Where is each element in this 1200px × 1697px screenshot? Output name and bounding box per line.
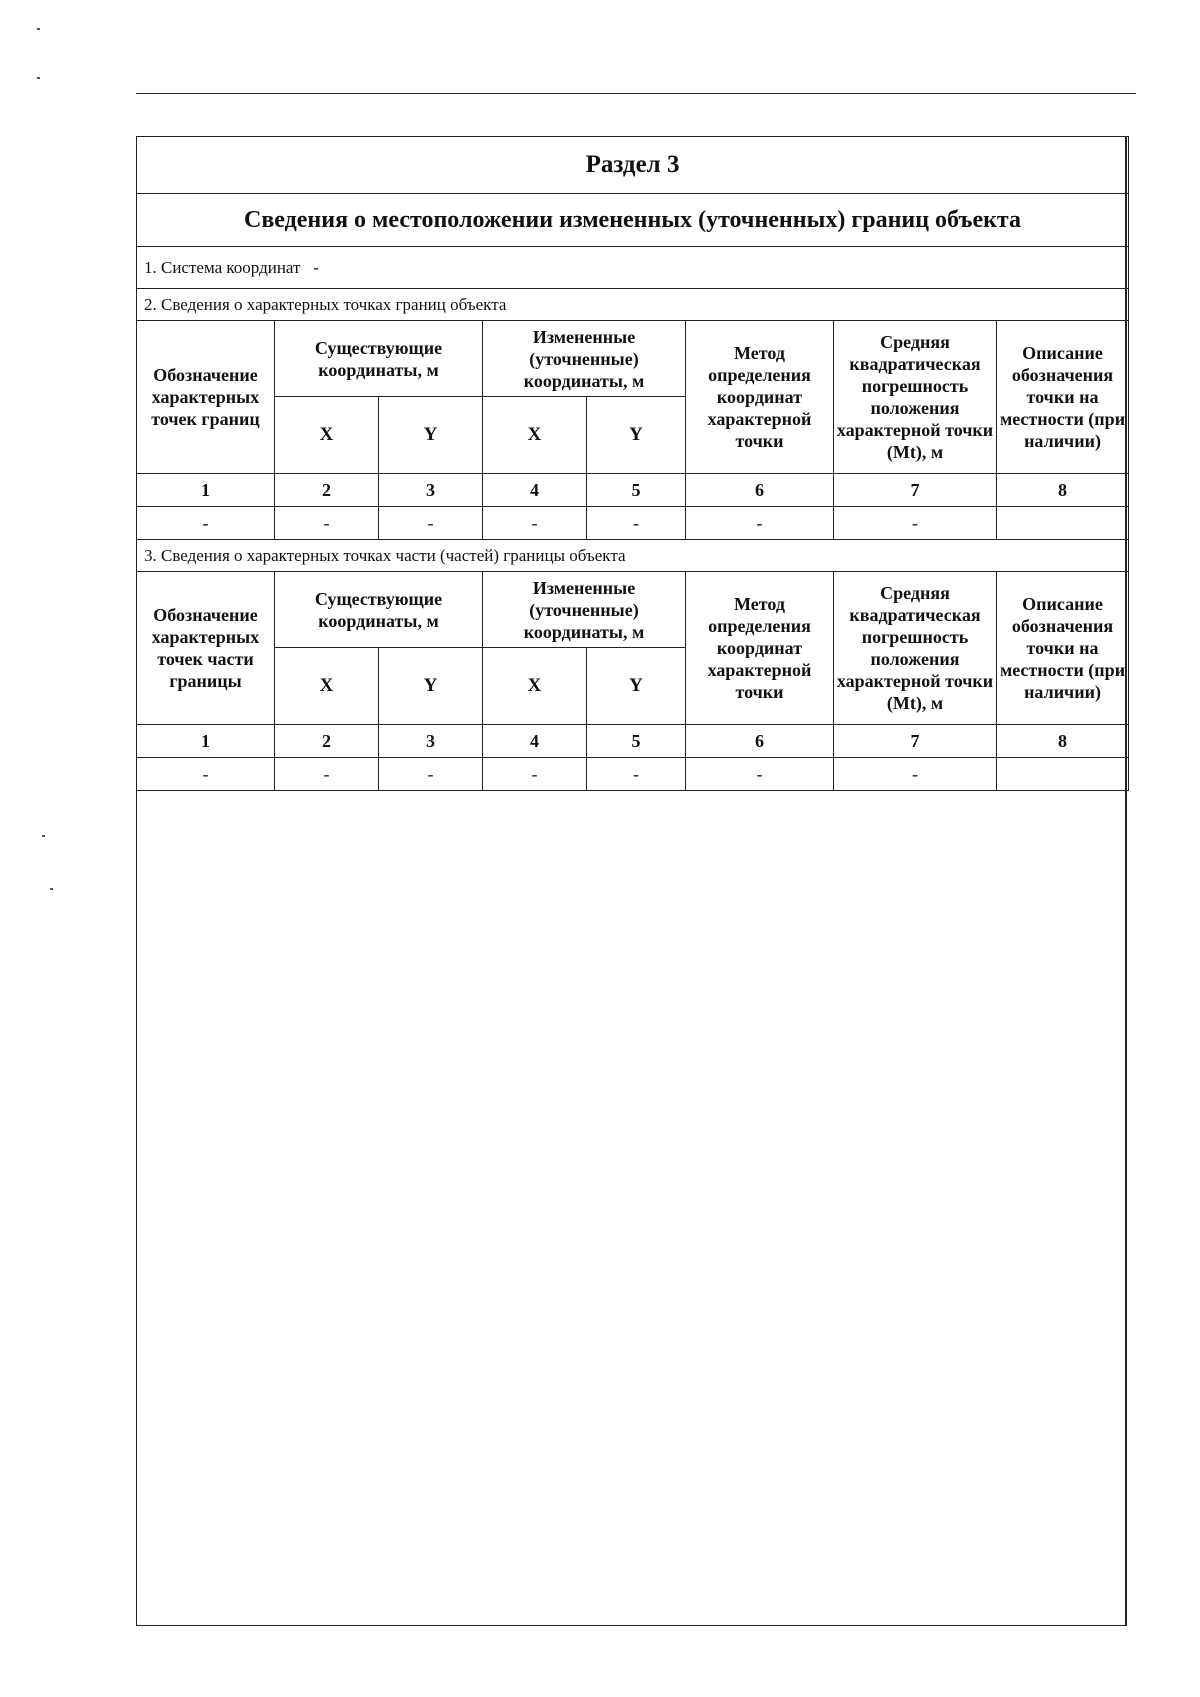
table1-column-number: 4 [483,474,587,507]
table2-cell: - [483,758,587,791]
section-subtitle: Сведения о местоположении измененных (уточненных) границ объекта [137,194,1129,247]
table2-header-existing: Существующие координаты, м [275,572,483,648]
table1-header-changed-y: Y [587,397,686,474]
table2-header-changed-x: X [483,648,587,725]
table1-header-error: Средняя квадратическая погрешность положения характерной точки (Mt), м [834,321,997,474]
table2-header-existing-x: X [275,648,379,725]
coord-system-label: 1. Система координат [144,257,301,277]
table2-header-designation: Обозначение характерных точек части границы [137,572,275,725]
table2-column-number: 2 [275,725,379,758]
table1-header-designation: Обозначение характерных точек границ [137,321,275,474]
table1-caption: 2. Сведения о характерных точках границ объекта [137,289,1129,321]
scan-speck [37,77,40,79]
table1-cell: - [275,507,379,540]
table2-cell: - [137,758,275,791]
scan-speck [42,835,45,837]
table2-header-description: Описание обозначения точки на местности (при наличии) [997,572,1129,725]
table1-column-number: 2 [275,474,379,507]
table1-column-number: 6 [686,474,834,507]
table1-cell: - [587,507,686,540]
table2-cell: - [379,758,483,791]
table2-column-number: 5 [587,725,686,758]
table1-cell [997,507,1129,540]
table2-column-number: 8 [997,725,1129,758]
table1-header-changed: Измененные (уточненные) координаты, м [483,321,686,397]
table1-column-number: 5 [587,474,686,507]
table1-cell: - [483,507,587,540]
table2-cell: - [275,758,379,791]
table1-cell: - [137,507,275,540]
table2-header-changed-y: Y [587,648,686,725]
table1-header-description: Описание обозначения точки на местности (при наличии) [997,321,1129,474]
section-table [136,136,1129,791]
table1-header-existing-x: X [275,397,379,474]
table2-column-number: 1 [137,725,275,758]
table1-cell: - [686,507,834,540]
table1-cell: - [379,507,483,540]
table1-column-number: 7 [834,474,997,507]
table2-column-number: 7 [834,725,997,758]
scan-speck [37,28,40,30]
table2-header-existing-y: Y [379,648,483,725]
table2-column-number: 6 [686,725,834,758]
scan-speck [50,888,53,890]
table2-cell: - [686,758,834,791]
table2-header-changed: Измененные (уточненные) координаты, м [483,572,686,648]
table1-column-number: 1 [137,474,275,507]
table2-caption: 3. Сведения о характерных точках части (частей) границы объекта [137,540,1129,572]
coord-system-value: - [313,257,319,277]
table2-header-error: Средняя квадратическая погрешность положения характерной точки (Mt), м [834,572,997,725]
table1-header-method: Метод определения координат характерной точки [686,321,834,474]
table2-column-number: 4 [483,725,587,758]
table2-header-method: Метод определения координат характерной точки [686,572,834,725]
table1-header-changed-x: X [483,397,587,474]
table2-cell [997,758,1129,791]
table1-header-existing-y: Y [379,397,483,474]
section-title: Раздел 3 [137,137,1129,194]
table2-cell: - [587,758,686,791]
table2-cell: - [834,758,997,791]
table1-header-existing: Существующие координаты, м [275,321,483,397]
header-rule [136,93,1136,94]
table2-column-number: 3 [379,725,483,758]
table2-row [137,758,1129,791]
table1-cell: - [834,507,997,540]
table1-column-number: 8 [997,474,1129,507]
coord-system-row [137,247,1129,289]
table1-row [137,507,1129,540]
table1-column-number: 3 [379,474,483,507]
